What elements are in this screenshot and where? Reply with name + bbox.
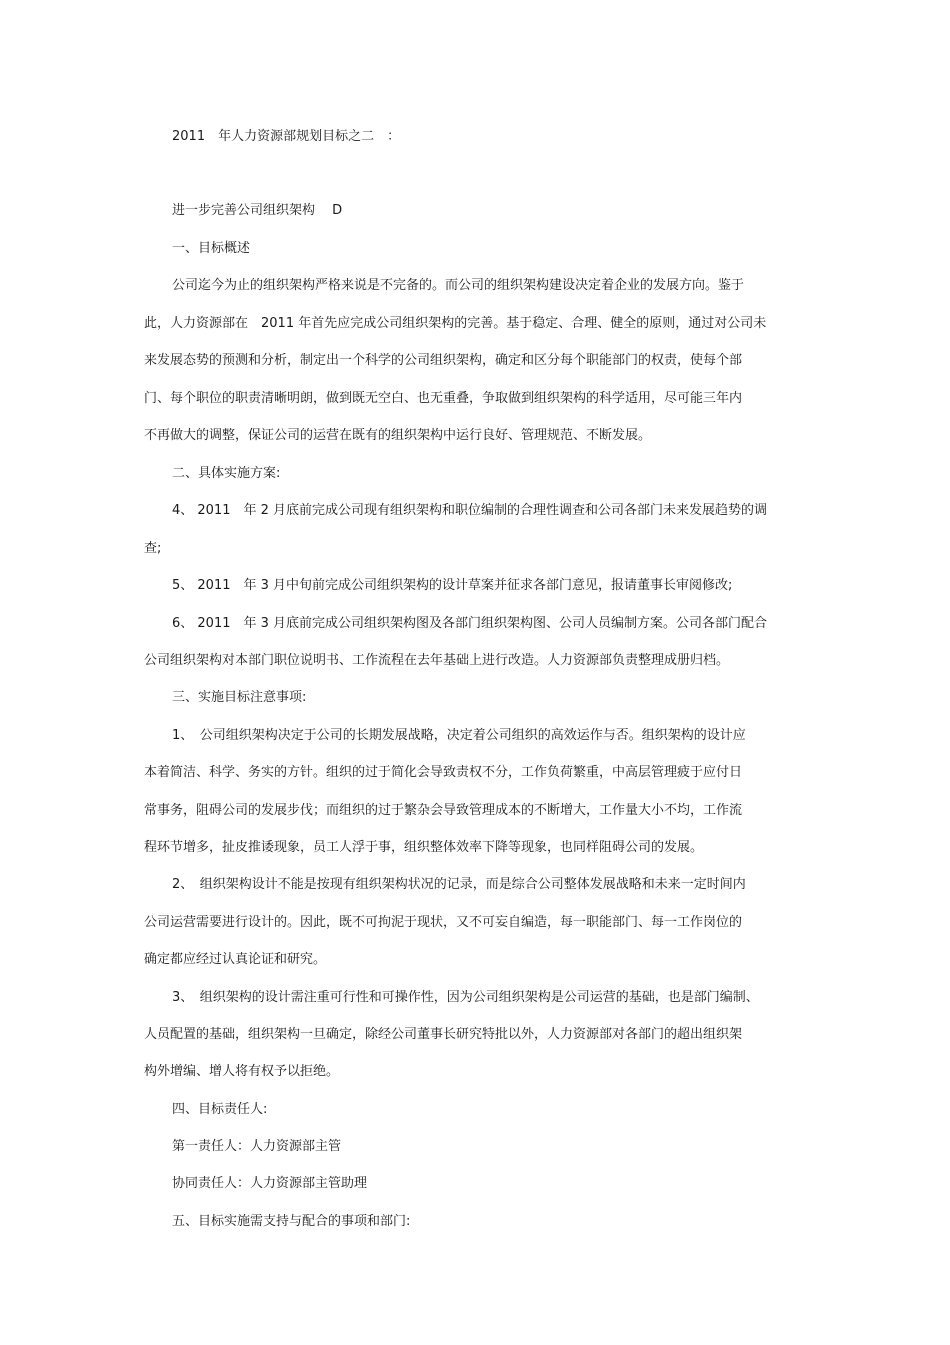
paragraph-line: 此，人力资源部在 2011 年首先应完成公司组织架构的完善。基于稳定、合理、健全的原则，通过对公司未 [144,316,767,331]
paragraph-line: 公司迄今为止的组织架构严格来说是不完备的。而公司的组织架构建设决定着企业的发展方向。鉴于 [172,278,745,293]
paragraph-line: 确定都应经过认真论证和研究。 [144,952,327,967]
paragraph-line: 人员配置的基础，组织架构一旦确定，除经公司董事长研究特批以外，人力资源部对各部门的超出组织架 [144,1027,743,1042]
paragraph-line: 1、 公司组织架构决定于公司的长期发展战略，决定着公司组织的高效运作与否。组织架构的设计应 [172,728,746,743]
plan-item: 4、 2011 年 2 月底前完成公司现有组织架构和职位编制的合理性调查和公司各部门未来发展趋势的调 [172,503,768,518]
paragraph-line: 不再做大的调整，保证公司的运营在既有的组织架构中运行良好、管理规范、不断发展。 [144,428,652,443]
paragraph-line: 来发展态势的预测和分析，制定出一个科学的公司组织架构，确定和区分每个职能部门的权责，使每个部 [144,353,743,368]
responsible-assistant: 协同责任人：人力资源部主管助理 [172,1176,368,1191]
section-heading-notes: 三、实施目标注意事项: [172,690,307,705]
document-title: 2011 年人力资源部规划目标之二 ： [172,129,401,144]
paragraph-line: 常事务，阻碍公司的发展步伐；而组织的过于繁杂会导致管理成本的不断增大，工作量大小不均，工作流 [144,803,743,818]
responsible-primary: 第一责任人：人力资源部主管 [172,1139,342,1154]
section-heading-support: 五、目标实施需支持与配合的事项和部门: [172,1214,411,1229]
section-heading-plan: 二、具体实施方案: [172,466,281,481]
paragraph-line: 本着简洁、科学、务实的方针。组织的过于简化会导致责权不分，工作负荷繁重，中高层管理疲于应付日 [144,765,743,780]
paragraph-line: 门、每个职位的职责清晰明朗，做到既无空白、也无重叠，争取做到组织架构的科学适用，尽可能三年内 [144,391,743,406]
paragraph-line: 公司运营需要进行设计的。因此，既不可拘泥于现状，又不可妄自编造，每一职能部门、每一工作岗位的 [144,915,743,930]
section-heading-overview: 一、目标概述 [172,241,251,256]
plan-item: 5、 2011 年 3 月中旬前完成公司组织架构的设计草案并征求各部门意见，报请董事长审阅修改; [172,578,733,593]
paragraph-line: 构外增编、增人将有权予以拒绝。 [144,1064,340,1079]
plan-item: 查; [144,541,162,556]
document-subtitle: 进一步完善公司组织架构 D [172,203,343,218]
plan-item: 公司组织架构对本部门职位说明书、工作流程在去年基础上进行改造。人力资源部负责整理成册归档。 [144,653,730,668]
section-heading-responsible: 四、目标责任人: [172,1102,268,1117]
paragraph-line: 程环节增多，扯皮推诿现象，员工人浮于事，组织整体效率下降等现象，也同样阻碍公司的发展。 [144,840,704,855]
paragraph-line: 2、 组织架构设计不能是按现有组织架构状况的记录，而是综合公司整体发展战略和未来一定时间内 [172,877,746,892]
plan-item: 6、 2011 年 3 月底前完成公司组织架构图及各部门组织架构图、公司人员编制方案。公司各部门配合 [172,616,768,631]
paragraph-line: 3、 组织架构的设计需注重可行性和可操作性，因为公司组织架构是公司运营的基础，也是部门编制、 [172,990,759,1005]
